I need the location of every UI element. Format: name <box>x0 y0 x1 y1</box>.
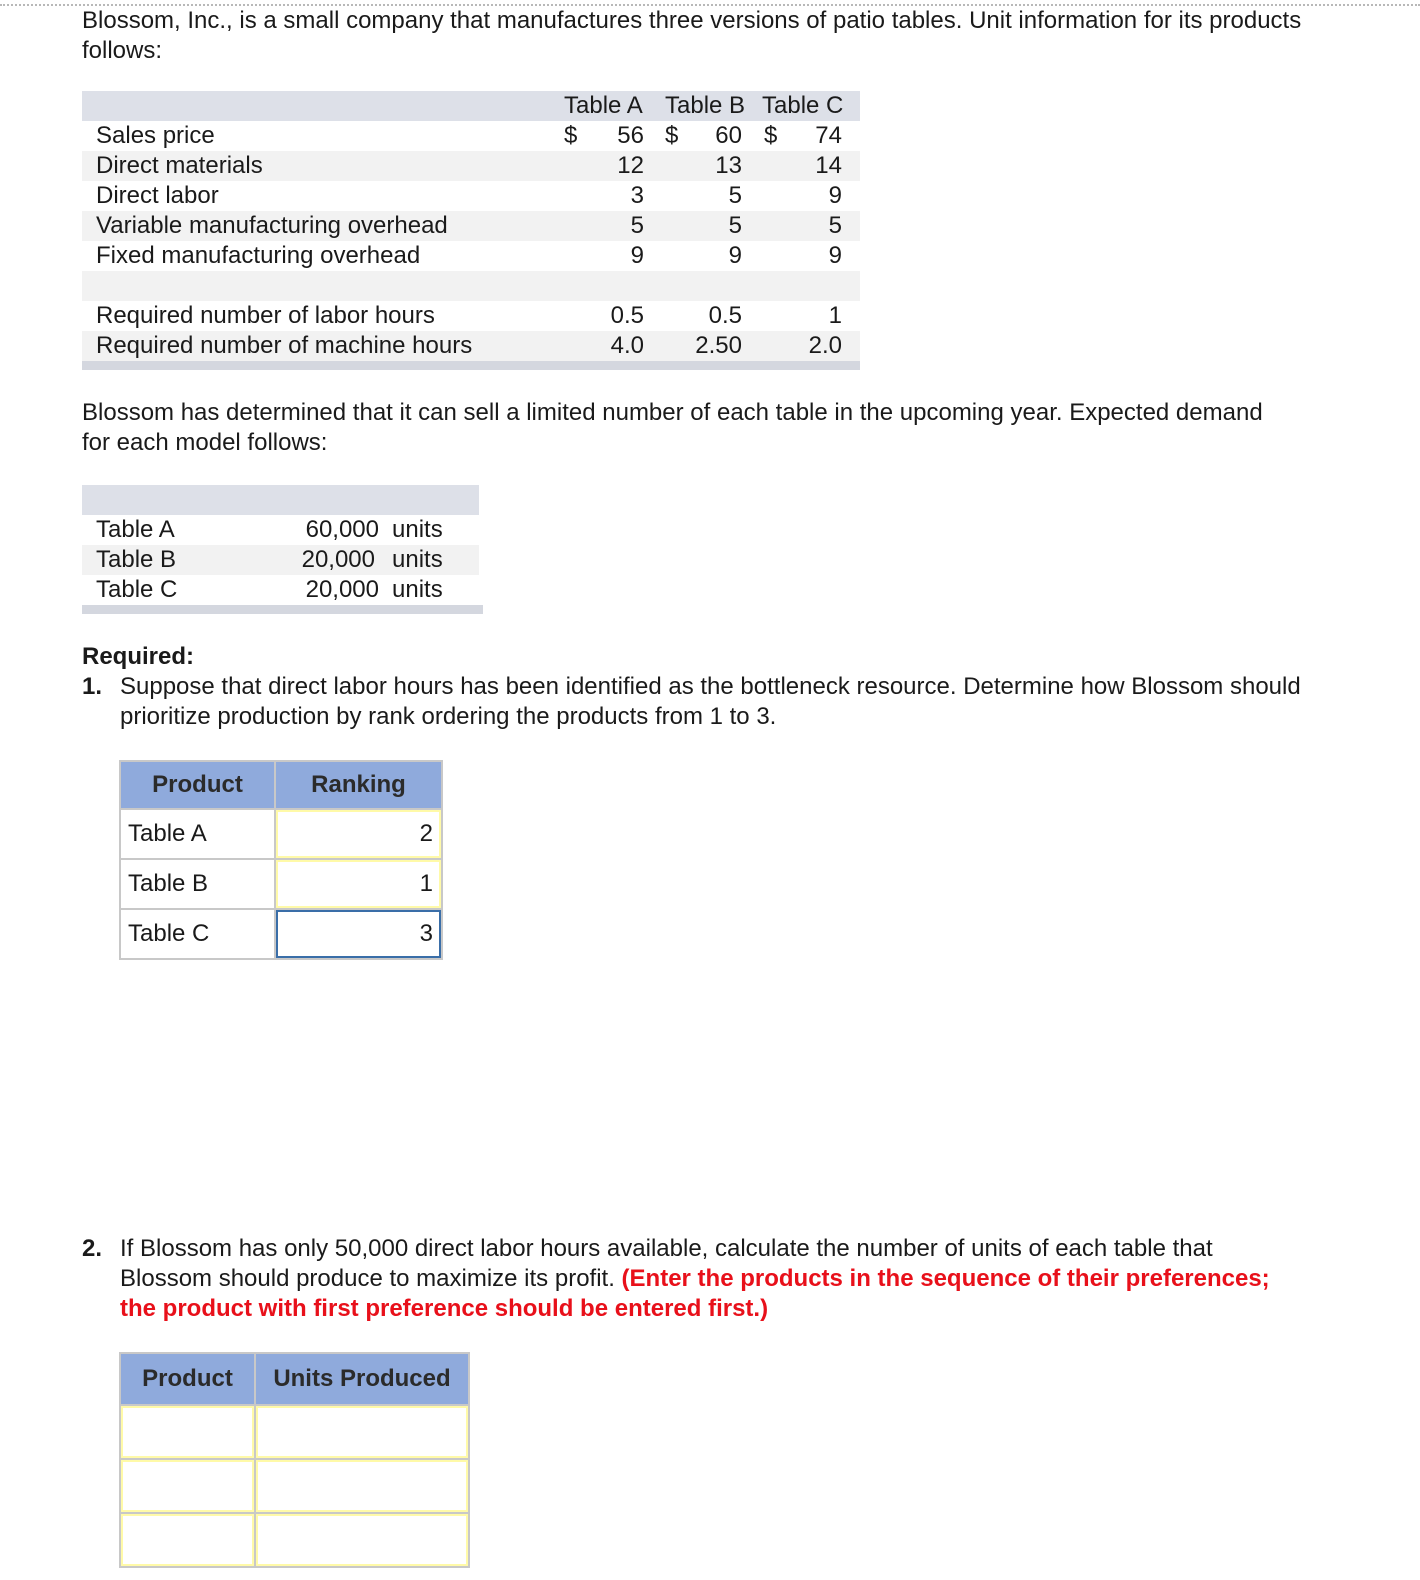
ranking-input[interactable]: 1 <box>276 860 441 908</box>
row-label: Sales price <box>96 122 215 149</box>
units-input[interactable] <box>256 1514 468 1566</box>
demand-label: Table A <box>96 516 175 543</box>
row-label: Variable manufacturing overhead <box>96 212 448 239</box>
header-table-a: Table A <box>564 92 643 119</box>
value-c: 9 <box>828 242 842 269</box>
question-instruction: (Enter the products in the sequence of their preferences; the product with first preference should be entered first.) <box>120 1265 1270 1322</box>
product-cell: Table B <box>120 859 275 909</box>
direct-materials-row <box>82 151 860 181</box>
header-table-b: Table B <box>665 92 746 119</box>
value-a: 0.5 <box>610 302 644 329</box>
currency-symbol: $ <box>564 122 578 149</box>
demand-paragraph: Blossom has determined that it can sell a limited number of each table in the upcoming year. Expected demand for each model follows: <box>82 399 1263 456</box>
labor-hours-row <box>82 301 860 331</box>
header-table-c: Table C <box>762 92 844 119</box>
value-c: 9 <box>828 182 842 209</box>
value-a: 4.0 <box>610 332 644 359</box>
demand-unit: units <box>392 546 443 573</box>
value-b: 2.50 <box>695 332 742 359</box>
row-label: Direct labor <box>96 182 219 209</box>
demand-row <box>82 515 483 545</box>
value-b: 0.5 <box>708 302 742 329</box>
value-b: 60 <box>715 122 742 149</box>
currency-symbol: $ <box>764 122 778 149</box>
demand-label: Table C <box>96 576 178 603</box>
value-c: 14 <box>815 152 842 179</box>
demand-label: Table B <box>96 546 177 573</box>
intro-paragraph: Blossom, Inc., is a small company that manufactures three versions of patio tables. Unit information for its products follows: <box>82 7 1302 64</box>
table-row <box>120 1513 469 1567</box>
row-label: Fixed manufacturing overhead <box>96 242 421 269</box>
question-number: 1. <box>82 673 103 700</box>
table-row <box>120 1405 469 1459</box>
product-input[interactable] <box>121 1460 254 1512</box>
value-b: 5 <box>728 212 742 239</box>
table-row <box>120 909 442 959</box>
currency-symbol: $ <box>665 122 679 149</box>
value-a: 5 <box>630 212 644 239</box>
value-a: 3 <box>630 182 644 209</box>
question-text: Suppose that direct labor hours has been identified as the bottleneck resource. Determine how Blossom should prioritize production by rank ordering the products from 1 to 3. <box>120 673 1301 730</box>
direct-labor-row <box>82 181 860 211</box>
row-label: Required number of machine hours <box>96 332 473 359</box>
question-text <box>120 1234 1310 1324</box>
units-produced-table <box>119 1352 470 1568</box>
question-body: If Blossom has only 50,000 direct labor hours available, calculate the number of units of each table that Blossom should produce to maximize its profit. <box>120 1235 1213 1292</box>
ranking-input[interactable]: 2 <box>276 810 441 858</box>
table-row <box>120 859 442 909</box>
value-a: 56 <box>617 122 644 149</box>
product-input[interactable] <box>121 1406 254 1458</box>
demand-unit: units <box>392 576 443 603</box>
value-c: 5 <box>828 212 842 239</box>
table-row <box>120 809 442 859</box>
demand-unit: units <box>392 516 443 543</box>
value-a: 9 <box>630 242 644 269</box>
demand-header-row <box>82 485 479 515</box>
unit-info-header-row <box>82 91 860 121</box>
ranking-table <box>119 760 443 960</box>
product-cell: Table A <box>120 809 275 859</box>
product-column-header: Product <box>120 761 275 809</box>
product-cell: Table C <box>120 909 275 959</box>
value-c: 2.0 <box>808 332 842 359</box>
ranking-input[interactable]: 3 <box>276 910 441 958</box>
demand-row <box>82 575 483 605</box>
value-c: 74 <box>815 122 842 149</box>
units-input[interactable] <box>256 1460 468 1512</box>
product-column-header: Product <box>120 1353 255 1405</box>
value-c: 1 <box>828 302 842 329</box>
demand-table <box>82 485 483 614</box>
value-a: 12 <box>617 152 644 179</box>
units-input[interactable] <box>256 1406 468 1458</box>
row-label: Required number of labor hours <box>96 302 435 329</box>
question-number: 2. <box>82 1235 103 1262</box>
row-label: Direct materials <box>96 152 263 179</box>
value-b: 13 <box>715 152 742 179</box>
demand-qty: 20,000 <box>305 576 379 603</box>
table-bottom-bar <box>82 605 483 614</box>
spacer-row <box>82 271 860 301</box>
units-produced-column-header: Units Produced <box>255 1353 469 1405</box>
machine-hours-row <box>82 331 860 361</box>
variable-overhead-row <box>82 211 860 241</box>
sales-price-row <box>82 121 860 151</box>
fixed-overhead-row <box>82 241 860 271</box>
demand-qty: 60,000 <box>305 516 379 543</box>
table-bottom-bar <box>82 361 860 370</box>
product-input[interactable] <box>121 1514 254 1566</box>
unit-info-table <box>82 91 860 370</box>
required-heading: Required: <box>82 643 195 670</box>
value-b: 5 <box>728 182 742 209</box>
demand-row <box>82 545 479 575</box>
table-row <box>120 1459 469 1513</box>
value-b: 9 <box>728 242 742 269</box>
ranking-column-header: Ranking <box>275 761 442 809</box>
demand-qty: 20,000 <box>301 546 375 573</box>
